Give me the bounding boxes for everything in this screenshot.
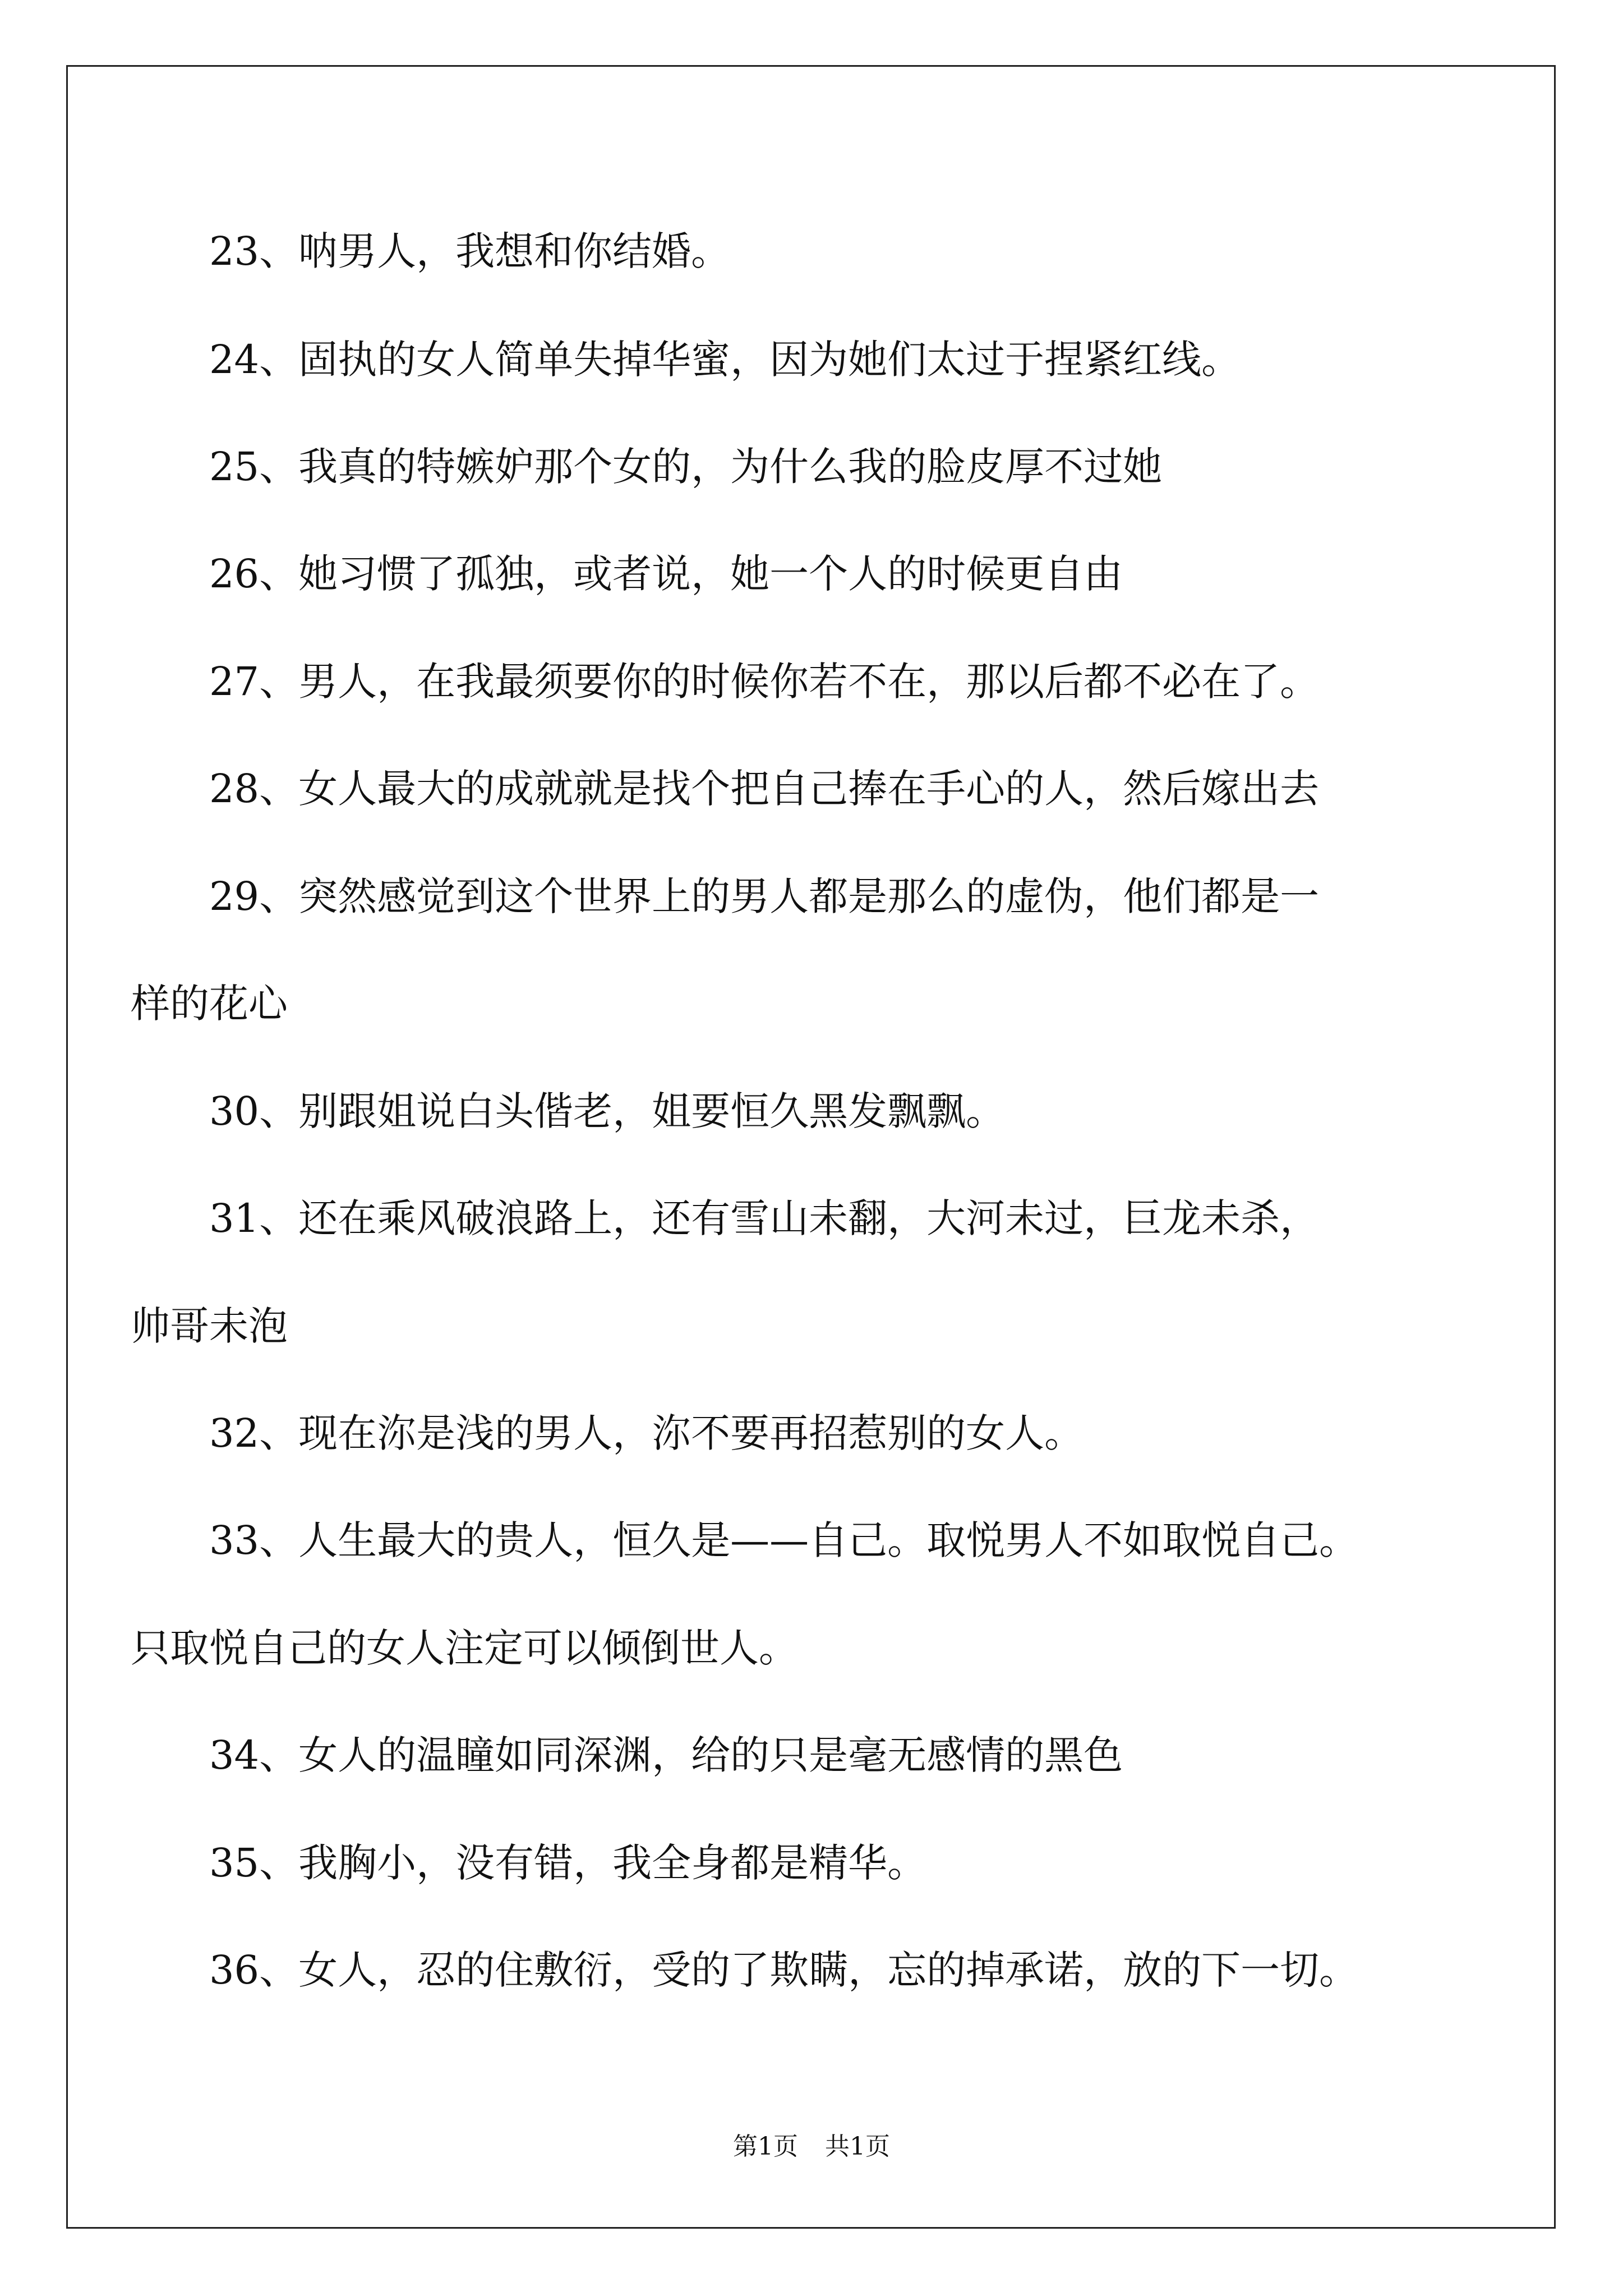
- paragraph-29-line2: 样的花心: [131, 981, 288, 1027]
- paragraph-30: 30、别跟姐说白头偕老，姐要恒久黑发飘飘。: [209, 1088, 1006, 1134]
- page-total: 共1页: [825, 2132, 890, 2161]
- paragraph-27: 27、男人，在我最须要你的时候你若不在，那以后都不必在了。: [209, 659, 1320, 705]
- paragraph-34: 34、女人的温瞳如同深渊，给的只是毫无感情的黑色: [209, 1732, 1123, 1778]
- paragraph-29-line1: 29、突然感觉到这个世界上的男人都是那么的虚伪，他们都是一: [209, 873, 1320, 919]
- page-border: [66, 65, 1556, 2229]
- paragraph-36: 36、女人，忍的住敷衍，受的了欺瞒，忘的掉承诺，放的下一切。: [209, 1947, 1359, 1993]
- paragraph-31-line1: 31、还在乘风破浪路上，还有雪山未翻，大河未过，巨龙未杀，: [209, 1195, 1320, 1241]
- paragraph-31-line2: 帅哥未泡: [131, 1303, 288, 1349]
- paragraph-32: 32、现在沵是浅的男人，沵不要再招惹别的女人。: [209, 1410, 1084, 1456]
- paragraph-23: 23、呐男人，我想和你结婚。: [209, 228, 731, 274]
- paragraph-24: 24、固执的女人简单失掉华蜜，因为她们太过于捏紧红线。: [209, 337, 1241, 383]
- paragraph-33-line1: 33、人生最大的贵人，恒久是——自己。取悦男人不如取悦自己。: [209, 1517, 1359, 1563]
- paragraph-28: 28、女人最大的成就就是找个把自己捧在手心的人，然后嫁出去: [209, 766, 1320, 812]
- paragraph-35: 35、我胸小，没有错，我全身都是精华。: [209, 1840, 927, 1886]
- paragraph-26: 26、她习惯了孤独，或者说，她一个人的时候更自由: [209, 551, 1123, 597]
- paragraph-25: 25、我真的特嫉妒那个女的，为什么我的脸皮厚不过她: [209, 444, 1163, 490]
- page-number: 第1页: [733, 2132, 798, 2161]
- paragraph-33-line2: 只取悦自己的女人注定可以倾倒世人。: [131, 1625, 798, 1671]
- page-footer: [0, 2133, 1623, 2161]
